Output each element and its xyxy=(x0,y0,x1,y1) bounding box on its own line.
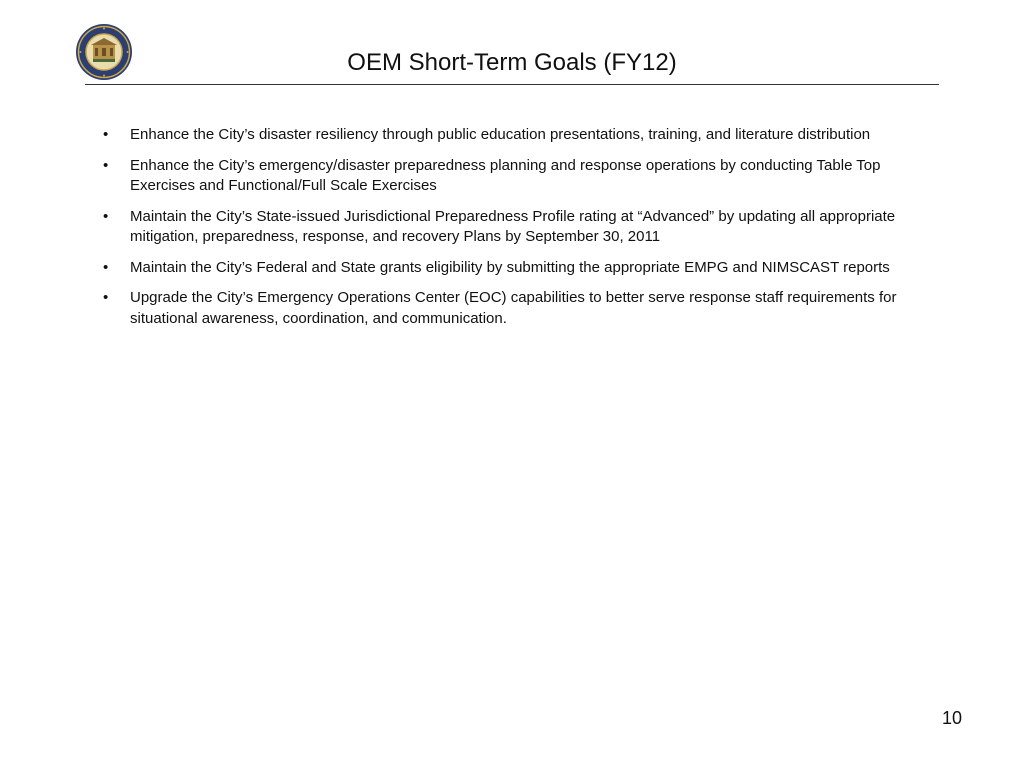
bullet-marker: • xyxy=(103,289,109,306)
goal-item xyxy=(103,258,903,279)
goal-item xyxy=(103,207,903,248)
bullet-marker: • xyxy=(103,156,109,174)
slide-title: OEM Short-Term Goals (FY12) xyxy=(347,49,677,76)
goal-text: Maintain the City’s Federal and State grants eligibility by submitting the appropriate EMPG and NIMSCAST reports xyxy=(130,258,890,276)
bullet-marker: • xyxy=(103,207,109,225)
goal-item xyxy=(103,156,903,197)
bullet-marker: • xyxy=(103,258,109,276)
goal-item xyxy=(103,125,903,146)
goal-item xyxy=(103,288,903,329)
title-divider xyxy=(85,84,939,85)
goal-text: Enhance the City’s disaster resiliency through public education presentations, training, and literature distribution xyxy=(130,126,871,143)
goal-text: Maintain the City’s State-issued Jurisdictional Preparedness Profile rating at “Advanced” by updating all appropriate mitigation, preparedness, response, and recovery Plans by September 30, 2011 xyxy=(130,207,896,245)
bullet-marker: • xyxy=(103,126,109,143)
page-number: 10 xyxy=(941,708,962,728)
goal-text: Enhance the City’s emergency/disaster preparedness planning and response operations by conducting Table Top Exercises and Functional/Full Scale Exercises xyxy=(130,156,881,194)
goals-list xyxy=(103,125,903,339)
city-seal-icon xyxy=(75,23,133,81)
goal-text: Upgrade the City’s Emergency Operations Center (EOC) capabilities to better serve response staff requirements for situational awareness, coordination, and communication. xyxy=(130,289,897,327)
